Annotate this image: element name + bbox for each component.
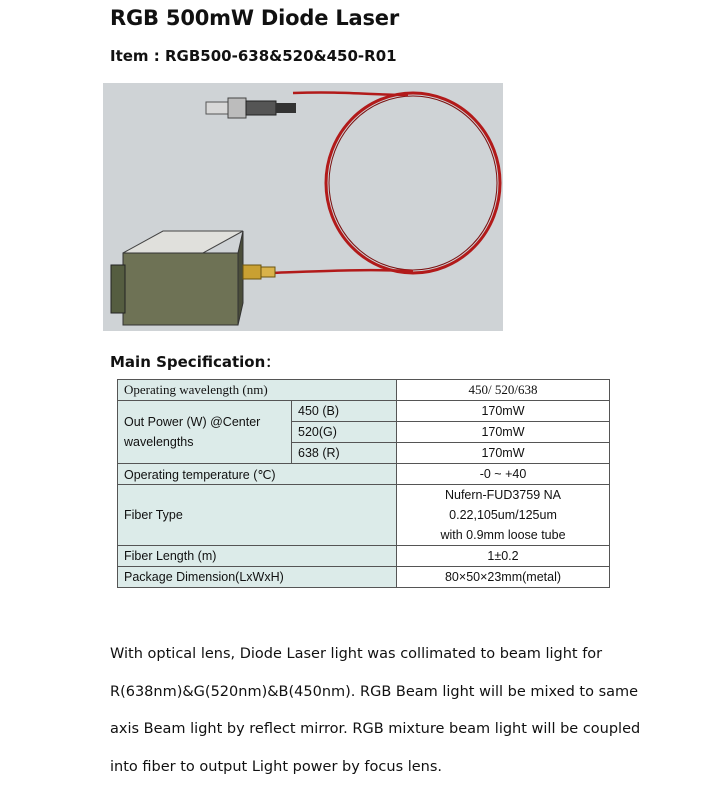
package-label: Package Dimension(LxWxH) (118, 567, 397, 588)
wavelength-value: 450/ 520/638 (397, 380, 610, 401)
fiber-type-line: Nufern-FUD3759 NA (444, 488, 561, 502)
paragraph-line: With optical lens, Diode Laser light was collimated to beam light for (110, 646, 603, 662)
paragraph-line: axis Beam light by reflect mirror. RGB mixture beam light will be coupled (110, 721, 641, 738)
table-row (118, 464, 610, 485)
description-paragraph (110, 636, 710, 786)
table-row (118, 485, 610, 546)
power-value-blue: 170mW (397, 401, 610, 422)
table-row (118, 380, 610, 401)
temp-label: Operating temperature (℃) (118, 464, 397, 485)
power-wl-blue: 450 (B) (292, 401, 397, 422)
package-value: 80×50×23mm(metal) (397, 567, 610, 588)
spec-table (117, 379, 610, 588)
item-number: Item : RGB500-638&520&450-R01 (110, 47, 397, 65)
spec-heading: Main Specification： (110, 353, 281, 371)
power-value-green: 170mW (397, 422, 610, 443)
fiber-type-line: 0.22,105um/125um (449, 508, 557, 522)
product-photo (103, 83, 503, 331)
paragraph-line: R(638nm)&G(520nm)&B(450nm). RGB Beam light will be mixed to same (110, 683, 639, 700)
page-title: RGB 500mW Diode Laser (110, 6, 400, 30)
fiber-type-value (397, 485, 610, 546)
fiber-type-line: with 0.9mm loose tube (440, 528, 566, 542)
laser-module-illustration (103, 83, 503, 331)
fiber-type-label: Fiber Type (118, 485, 397, 546)
power-value-red: 170mW (397, 443, 610, 464)
fiber-length-value: 1±0.2 (397, 546, 610, 567)
wavelength-label: Operating wavelength (nm) (118, 380, 397, 401)
paragraph-line: into fiber to output Light power by focus lens. (110, 758, 443, 775)
temp-value: -0 ~ +40 (397, 464, 610, 485)
table-row (118, 567, 610, 588)
fiber-length-label: Fiber Length (m) (118, 546, 397, 567)
table-row (118, 401, 610, 422)
table-row (118, 546, 610, 567)
power-wl-green: 520(G) (292, 422, 397, 443)
power-label: Out Power (W) @Center wavelengths (118, 401, 292, 464)
power-wl-red: 638 (R) (292, 443, 397, 464)
